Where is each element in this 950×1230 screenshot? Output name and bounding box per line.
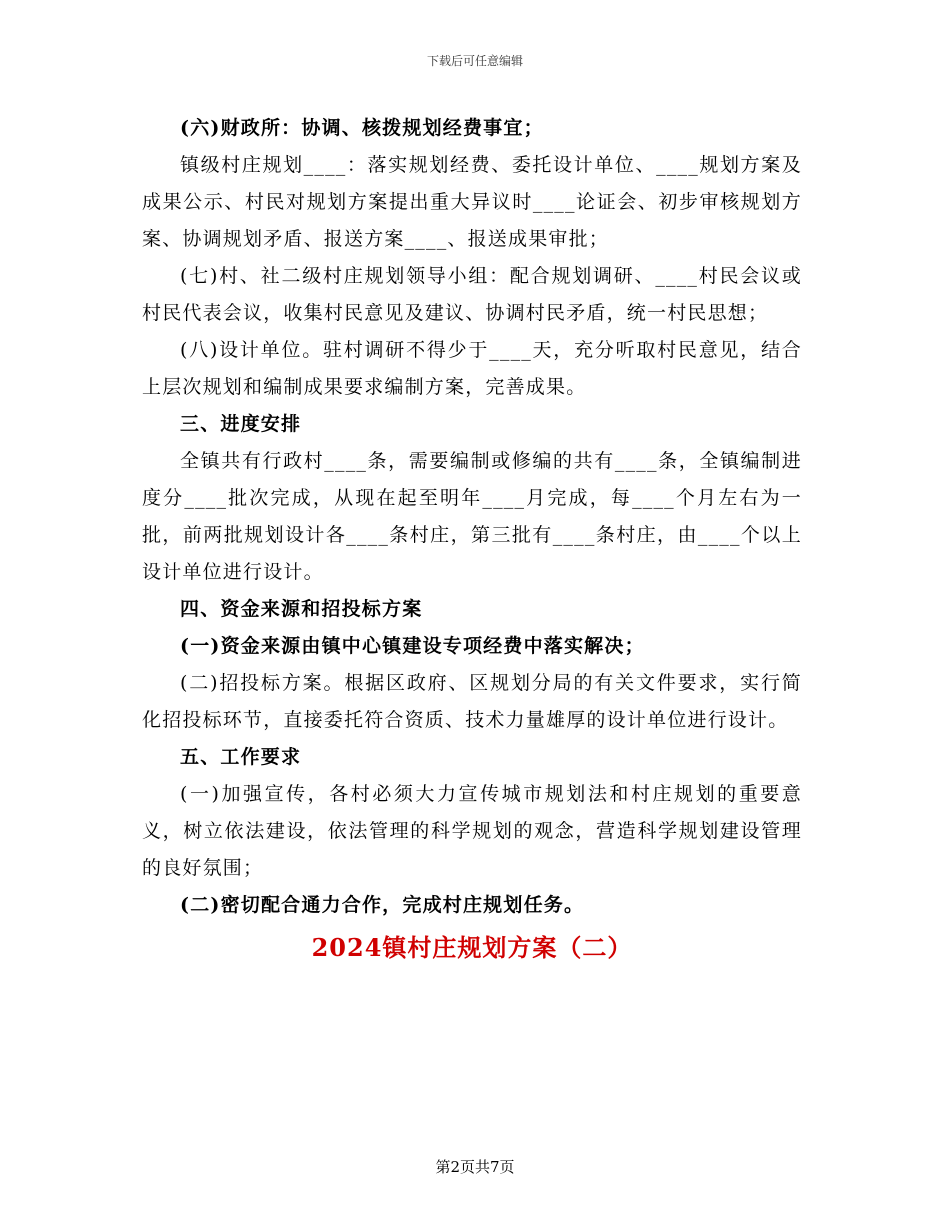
- paragraph-schedule: 全镇共有行政村____条，需要编制或修编的共有____条，全镇编制进度分____批次完成，从现在起至明年____月完成，每____个月左右为一批，前两批规划设计各____条村庄，第三批有____条村庄，由____个以上设计单位进行设计。: [142, 450, 802, 583]
- section-title: 2024镇村庄规划方案（二）: [311, 933, 633, 962]
- paragraph-bidding-plan: (二)招投标方案。根据区政府、区规划分局的有关文件要求，实行简化招投标环节，直接委托符合资质、技术力量雄厚的设计单位进行设计。: [142, 672, 802, 731]
- paragraph-cooperation: (二)密切配合通力合作，完成村庄规划任务。: [180, 894, 585, 916]
- paragraph-finance-office: (六)财政所：协调、核拨规划经费事宜；: [180, 117, 544, 139]
- heading-work-requirements: 五、工作要求: [180, 746, 302, 768]
- heading-funding-bidding: 四、资金来源和招投标方案: [180, 598, 423, 620]
- heading-schedule: 三、进度安排: [180, 413, 302, 435]
- page-header: 下载后可任意编辑: [426, 54, 523, 68]
- paragraph-village-leadership: (七)村、社二级村庄规划领导小组：配合规划调研、____村民会议或村民代表会议，收集村民意见及建议、协调村民矛盾，统一村民思想；: [142, 265, 802, 324]
- document-body: [142, 110, 802, 968]
- page-footer: 第2页共7页: [435, 1158, 515, 1176]
- paragraph-publicity: (一)加强宣传，各村必须大力宣传城市规划法和村庄规划的重要意义，树立依法建设，依法管理的科学规划的观念，营造科学规划建设管理的良好氛围；: [142, 783, 802, 879]
- paragraph-funding-source: (一)资金来源由镇中心镇建设专项经费中落实解决；: [180, 635, 645, 657]
- paragraph-design-unit: (八)设计单位。驻村调研不得少于____天，充分听取村民意见，结合上层次规划和编制成果要求编制方案，完善成果。: [142, 339, 802, 398]
- paragraph-town-planning: 镇级村庄规划____：落实规划经费、委托设计单位、____规划方案及成果公示、村民对规划方案提出重大异议时____论证会、初步审核规划方案、协调规划矛盾、报送方案____、报送成果审批；: [142, 154, 802, 250]
